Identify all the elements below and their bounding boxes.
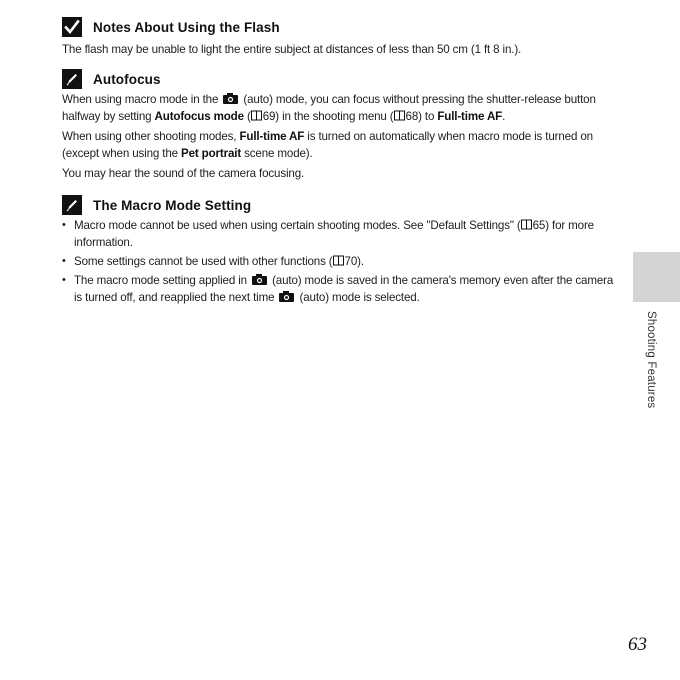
autofocus-paragraph-1	[62, 91, 622, 125]
pet-portrait-term: Pet portrait	[181, 147, 242, 160]
book-reference-icon	[521, 219, 532, 230]
page-number: 63	[628, 634, 647, 655]
autofocus-section	[62, 68, 622, 182]
macro-text: Some settings cannot be used with other functions (	[74, 255, 333, 268]
book-reference-icon	[394, 110, 405, 121]
list-item	[62, 217, 622, 251]
autofocus-text: (auto) mode, you can focus without pressing the shutter-release button halfway by setting	[62, 93, 596, 123]
macro-mode-heading	[62, 194, 622, 216]
pencil-note-icon	[62, 195, 82, 215]
macro-text: The macro mode setting applied in	[74, 274, 247, 287]
pencil-note-icon	[62, 69, 82, 89]
autofocus-mode-term: Autofocus mode	[154, 110, 244, 123]
autofocus-text: (	[246, 110, 251, 123]
book-reference-icon	[333, 255, 344, 266]
flash-notes-text: The flash may be unable to light the entire subject at distances of less than 50 cm (1 ft 8 in.).	[62, 43, 522, 56]
autofocus-heading	[62, 68, 622, 90]
autofocus-text: is turned on automatically when macro mode is turned on (except when using the	[62, 130, 593, 160]
page-reference-69: 69) in the shooting menu (	[262, 110, 394, 123]
list-item	[62, 253, 622, 270]
autofocus-title: Autofocus	[93, 71, 161, 87]
flash-notes-section	[62, 16, 622, 58]
full-time-af-term: Full-time AF	[437, 110, 503, 123]
autofocus-text: When using other shooting modes,	[62, 130, 237, 143]
camera-auto-mode-icon	[223, 93, 238, 104]
full-time-af-term: Full-time AF	[239, 130, 305, 143]
book-reference-icon	[251, 110, 262, 121]
macro-mode-section	[62, 194, 622, 308]
autofocus-paragraph-3: You may hear the sound of the camera focusing.	[62, 167, 305, 180]
autofocus-text: scene mode).	[244, 147, 313, 160]
flash-notes-title: Notes About Using the Flash	[93, 19, 280, 35]
macro-text: (auto) mode is saved in the camera's memory even after the camera is turned off, and reapplied the next time	[74, 274, 614, 304]
camera-auto-mode-icon	[252, 274, 267, 285]
page-reference-65: 65) for more information.	[74, 219, 594, 249]
flash-notes-heading	[62, 16, 622, 38]
chapter-label: Shooting Features	[645, 311, 657, 409]
macro-text: (auto) mode is selected.	[299, 291, 420, 304]
autofocus-paragraph-2	[62, 128, 622, 162]
autofocus-text: When using macro mode in the	[62, 93, 219, 106]
page-reference-68: 68) to	[405, 110, 435, 123]
chapter-tab	[633, 252, 680, 302]
macro-mode-title: The Macro Mode Setting	[93, 197, 252, 213]
checkmark-icon	[62, 17, 82, 37]
camera-auto-mode-icon	[279, 291, 294, 302]
list-item	[62, 272, 622, 306]
autofocus-text: .	[502, 110, 506, 123]
macro-text: Macro mode cannot be used when using certain shooting modes. See "Default Settings" (	[74, 219, 521, 232]
page-reference-70: 70).	[344, 255, 364, 268]
macro-mode-list	[62, 217, 622, 306]
